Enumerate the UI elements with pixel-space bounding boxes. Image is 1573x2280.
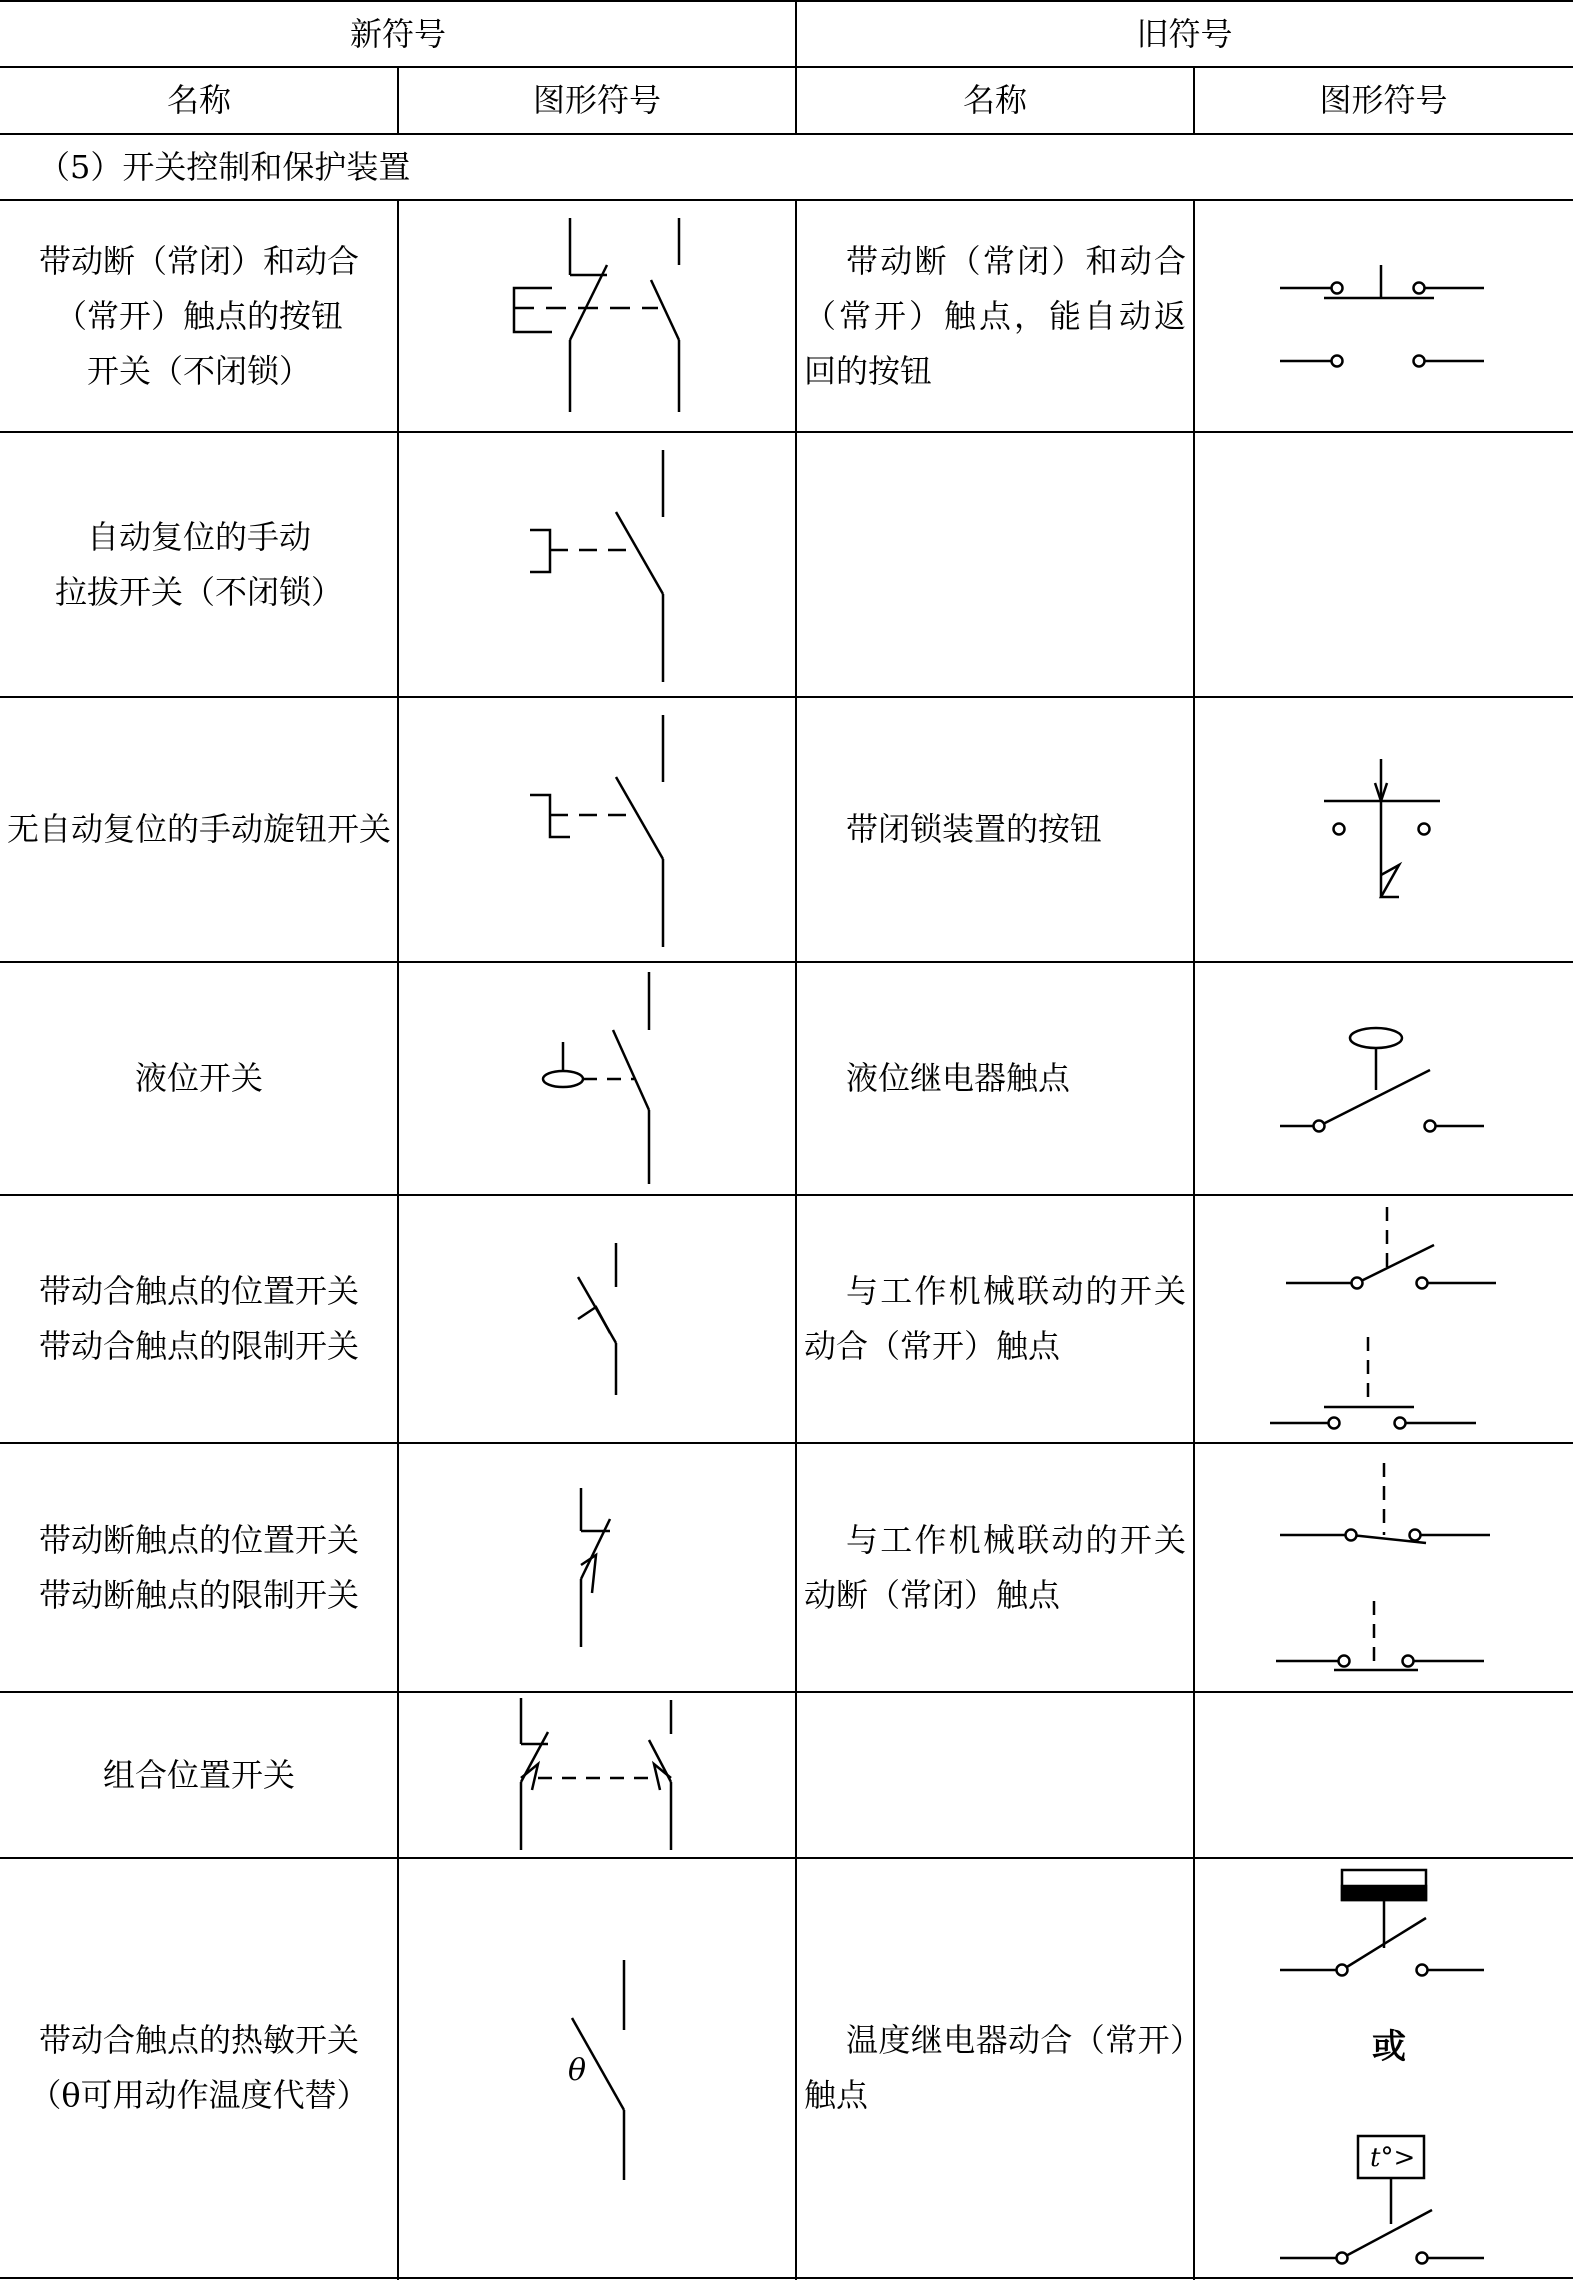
- header-new-graphic: 图形符号: [532, 81, 661, 119]
- name-line: 带动断（常闭）和动合: [38, 241, 359, 280]
- name-line: 开关（不闭锁）: [86, 351, 311, 390]
- locking-button-icon: [1194, 697, 1573, 962]
- name-line: 带动合触点的热敏开关: [38, 2021, 359, 2059]
- row-4-new-name: [0, 962, 398, 1195]
- row-2-new-name: [0, 432, 398, 697]
- name-line: 无自动复位的手动旋钮开关: [6, 810, 391, 848]
- temp-label: t°>: [1370, 2143, 1416, 2173]
- row-6-old-name: [796, 1443, 1194, 1692]
- thermal-switch-icon: [398, 1858, 796, 2278]
- position-switch-nc-icon: [398, 1443, 796, 1692]
- name-line: 拉拔开关（不闭锁）: [54, 572, 343, 611]
- row-3-new-name: [0, 697, 398, 962]
- name-line: 带动合触点的位置开关: [38, 1272, 359, 1310]
- name-line: 带动断触点的限制开关: [38, 1575, 359, 1614]
- row-1-old-name: [796, 200, 1194, 432]
- name-text: 温度继电器动合（常开）触点: [804, 2021, 1186, 2114]
- section-title: （5）开关控制和保护装置: [38, 147, 411, 186]
- header-old-symbol: 旧符号: [1136, 14, 1233, 53]
- push-button-nc-no-icon: [398, 200, 796, 432]
- mech-linked-nc-contact-icon: [1194, 1443, 1573, 1692]
- name-text: 与工作机械联动的开关动合（常开）触点: [804, 1272, 1186, 1365]
- name-line: 带动合触点的限制开关: [38, 1327, 359, 1365]
- row-7-new-name: [0, 1692, 398, 1858]
- level-switch-icon: [398, 962, 796, 1195]
- position-switch-no-icon: [398, 1195, 796, 1443]
- or-label: 或: [1372, 2027, 1406, 2067]
- name-line: （θ可用动作温度代替）: [29, 2076, 369, 2114]
- row-8-old-name: [796, 1858, 1194, 2278]
- row-3-old-name: [796, 697, 1194, 962]
- name-text: 带闭锁装置的按钮: [846, 810, 1103, 848]
- name-text: 与工作机械联动的开关动断（常闭）触点: [804, 1520, 1186, 1614]
- header-new-symbol: 新符号: [349, 14, 446, 53]
- row-1-new-name: [0, 200, 398, 432]
- rotary-switch-icon: [398, 697, 796, 962]
- header-old-graphic: 图形符号: [1319, 81, 1448, 119]
- old-push-button-icon: [1194, 200, 1573, 432]
- mech-linked-no-contact-icon: [1194, 1195, 1573, 1443]
- name-line: （常开）触点的按钮: [54, 296, 343, 335]
- name-line: 液位开关: [134, 1059, 263, 1097]
- name-text: 带动断（常闭）和动合（常开）触点，能自动返回的按钮: [804, 241, 1186, 390]
- theta-label: θ: [568, 2053, 587, 2088]
- pull-switch-icon: [398, 432, 796, 697]
- level-relay-contact-icon: [1194, 962, 1573, 1195]
- combined-position-switch-icon: [398, 1692, 796, 1858]
- row-5-old-name: [796, 1195, 1194, 1443]
- name-line: 组合位置开关: [102, 1755, 295, 1794]
- row-8-new-name: [0, 1858, 398, 2278]
- row-6-new-name: [0, 1443, 398, 1692]
- row-5-new-name: [0, 1195, 398, 1443]
- temperature-relay-contact-icon: [1194, 1858, 1573, 2278]
- name-line: 带动断触点的位置开关: [38, 1520, 359, 1559]
- header-old-name: 名称: [962, 81, 1027, 119]
- row-4-old-name: [796, 962, 1194, 1195]
- name-line: 自动复位的手动: [86, 517, 311, 556]
- header-new-name: 名称: [166, 81, 231, 119]
- name-text: 液位继电器触点: [846, 1059, 1071, 1097]
